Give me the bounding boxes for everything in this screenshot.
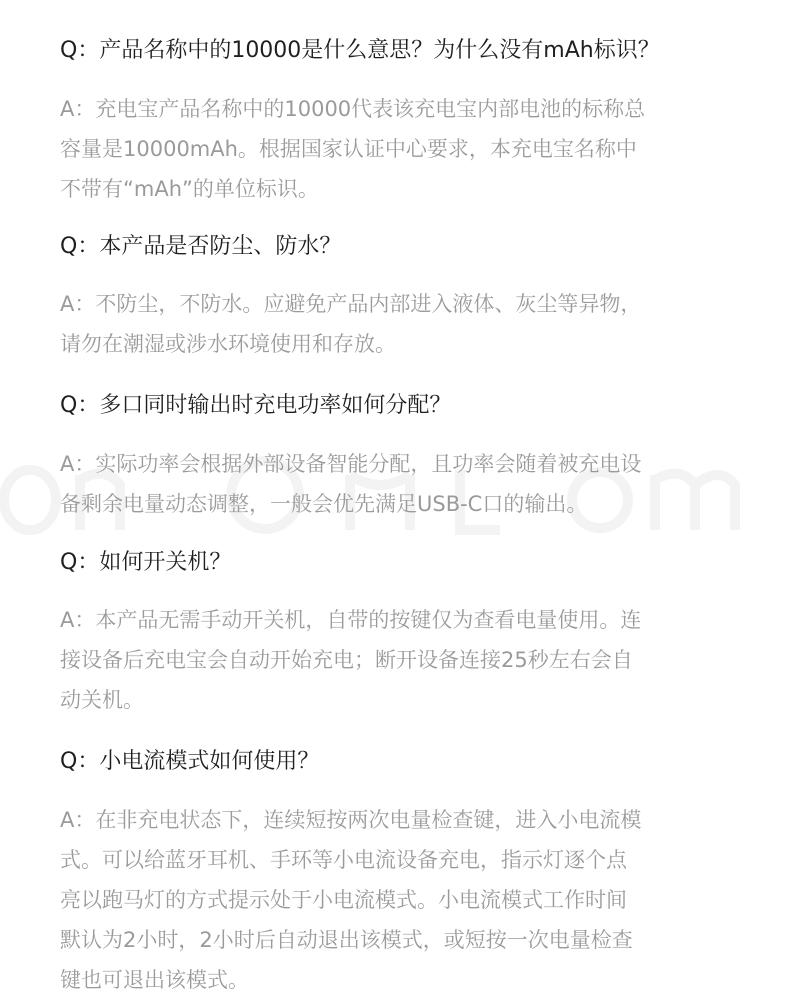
faq-question: Q：本产品是否防尘、防水？	[60, 234, 342, 259]
faq-question: Q：如何开关机？	[60, 550, 232, 575]
faq-item	[60, 36, 750, 209]
faq-question: Q：小电流模式如何使用？	[60, 749, 320, 774]
faq-answer	[60, 444, 750, 524]
faq-answer-line: A：不防尘，不防水。应避免产品内部进入液体、灰尘等异物，	[60, 292, 642, 316]
faq-answer-line: 请勿在潮湿或涉水环境使用和存放。	[60, 332, 396, 356]
faq-item	[60, 548, 750, 720]
faq-answer-line: 容量是10000mAh。根据国家认证中心要求，本充电宝名称中	[60, 137, 637, 161]
faq-answer-line: 键也可退出该模式。	[60, 968, 249, 992]
faq-answer	[60, 600, 750, 720]
faq-item	[60, 747, 750, 1000]
faq-answer-line: A：实际功率会根据外部设备智能分配，且功率会随着被充电设	[60, 452, 642, 476]
faq-answer	[60, 284, 750, 364]
faq-answer-line: 备剩余电量动态调整，一般会优先满足USB-C口的输出。	[60, 492, 588, 516]
faq-answer-line: 不带有“mAh”的单位标识。	[60, 177, 319, 201]
faq-answer-line: 亮以跑马灯的方式提示处于小电流模式。小电流模式工作时间	[60, 888, 627, 912]
faq-answer-line: A：在非充电状态下，连续短按两次电量检查键，进入小电流模	[60, 808, 642, 832]
faq-answer	[60, 800, 750, 1000]
faq-answer-line: A：充电宝产品名称中的10000代表该充电宝内部电池的标称总	[60, 97, 646, 121]
faq-answer-line: 接设备后充电宝会自动开始充电；断开设备连接25秒左右会自	[60, 648, 633, 672]
faq-question: Q：产品名称中的10000是什么意思？为什么没有mAh标识？	[60, 38, 660, 63]
faq-answer-line: 默认为2小时，2小时后自动退出该模式，或短按一次电量检查	[60, 928, 633, 952]
faq-answer	[60, 89, 750, 209]
faq-question: Q：多口同时输出时充电功率如何分配？	[60, 393, 452, 418]
faq-item	[60, 232, 750, 364]
faq-answer-line: 动关机。	[60, 688, 144, 712]
faq-answer-line: A：本产品无需手动开关机，自带的按键仅为查看电量使用。连	[60, 608, 642, 632]
faq-item	[60, 391, 750, 524]
faq-answer-line: 式。可以给蓝牙耳机、手环等小电流设备充电，指示灯逐个点	[60, 848, 627, 872]
